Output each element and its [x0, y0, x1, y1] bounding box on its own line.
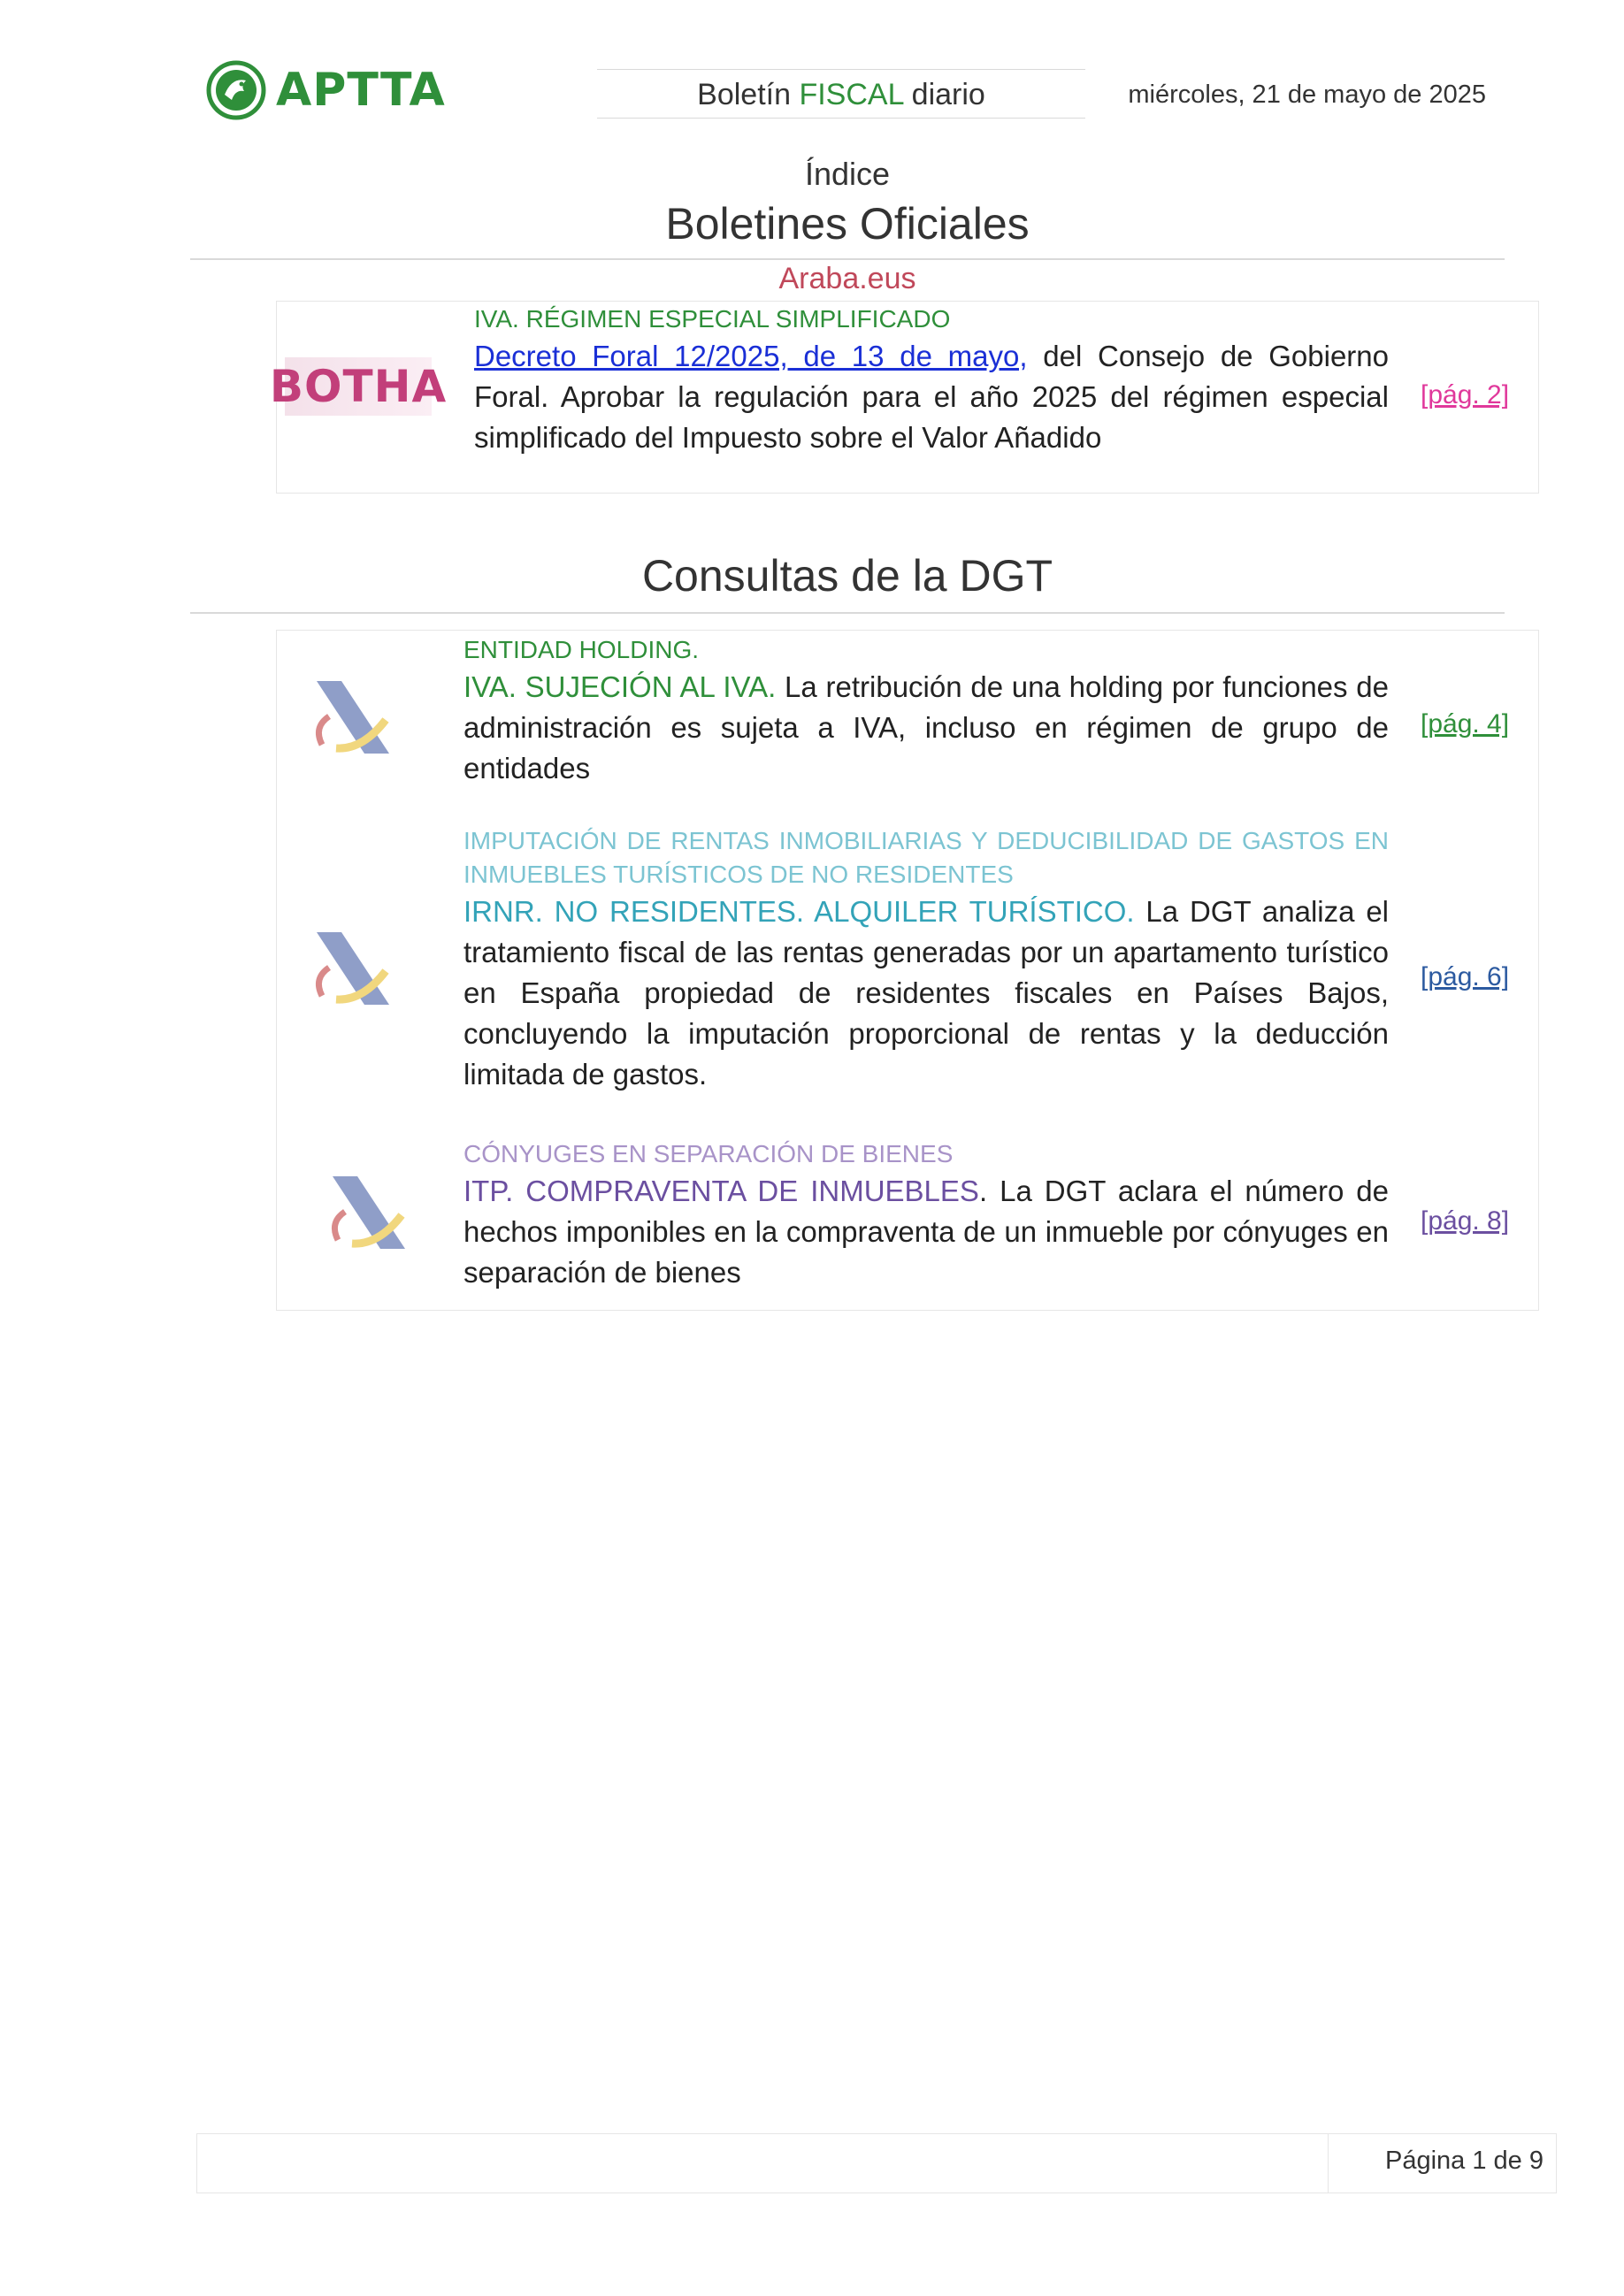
page-ref-link[interactable]: [pág. 6]	[1421, 962, 1510, 991]
bulletin-title	[597, 69, 1085, 119]
entry-body	[463, 1171, 1389, 1293]
agencia-tributaria-icon	[308, 929, 396, 1008]
bulletin-date: miércoles, 21 de mayo de 2025	[1128, 80, 1486, 109]
botha-logo	[269, 357, 448, 416]
boletin-entry	[474, 302, 1389, 458]
entry-body	[474, 336, 1389, 458]
entry-body	[463, 892, 1389, 1095]
entry-category: CÓNYUGES EN SEPARACIÓN DE BIENES	[463, 1140, 954, 1167]
source-label-araba: Araba.eus	[778, 262, 916, 295]
bulletin-title-suffix: diario	[903, 78, 985, 111]
decreto-foral-link[interactable]: Decreto Foral 12/2025, de 13 de mayo,	[474, 340, 1028, 372]
entry-text: La retribución de una holding por funciones de administración es sujeta a IVA, incluso en régimen de grupo de entidades	[463, 670, 1389, 784]
entry-body	[463, 667, 1389, 789]
index-label: Índice	[804, 156, 891, 192]
page-ref-link[interactable]: [pág. 4]	[1421, 709, 1510, 739]
entry-lead: IVA. SUJECIÓN AL IVA.	[463, 670, 777, 703]
aptta-logo-text: APTTA	[276, 64, 446, 117]
entry-category: IMPUTACIÓN DE RENTAS INMOBILIARIAS Y DEDUCIBILIDAD DE GASTOS EN INMUEBLES TURÍSTICOS DE NO RESIDENTES	[463, 827, 1389, 888]
entry-text: . La DGT aclara el número de hechos imponibles en la compraventa de un inmueble por cónyuges en separación de bienes	[463, 1175, 1389, 1289]
aptta-emblem-icon	[205, 59, 267, 121]
section-title-consultas: Consultas de la DGT	[641, 551, 1053, 601]
entry-text: del Consejo de Gobierno Foral. Aprobar la regulación para el año 2025 del régimen especial simplificado del Impuesto sobre el Valor Añadido	[474, 340, 1390, 454]
botha-logo-text: BOTHA	[269, 361, 448, 412]
agencia-tributaria-icon	[324, 1173, 412, 1252]
page-ref-link[interactable]: [pág. 8]	[1421, 1206, 1510, 1236]
page-ref-link[interactable]: [pág. 2]	[1421, 380, 1510, 409]
page-number: Página 1 de 9	[1385, 2147, 1544, 2175]
consulta-entry	[463, 824, 1389, 1095]
entry-category: ENTIDAD HOLDING.	[463, 636, 700, 663]
section-title-boletines: Boletines Oficiales	[665, 199, 1030, 249]
entry-text: La DGT analiza el tratamiento fiscal de las rentas generadas por un apartamento turístico en España propiedad de residentes fiscales en Países Bajos, concluyendo la imputación proporcional de rentas y la deducción limitada de gastos.	[463, 895, 1389, 1091]
agencia-tributaria-icon	[308, 677, 396, 757]
consulta-entry	[463, 1137, 1389, 1293]
bulletin-title-prefix: Boletín	[697, 78, 800, 111]
page-footer	[196, 2133, 1557, 2193]
bulletin-title-highlight: FISCAL	[799, 78, 904, 111]
consulta-entry	[463, 633, 1389, 789]
section-divider	[190, 258, 1505, 260]
entry-lead: IRNR. NO RESIDENTES. ALQUILER TURÍSTICO.	[463, 895, 1135, 928]
footer-page-cell	[1328, 2134, 1558, 2193]
aptta-logo	[205, 58, 455, 122]
entry-lead: ITP. COMPRAVENTA DE INMUEBLES	[463, 1175, 979, 1207]
entry-category: IVA. RÉGIMEN ESPECIAL SIMPLIFICADO	[474, 305, 951, 333]
section-divider	[190, 612, 1505, 614]
